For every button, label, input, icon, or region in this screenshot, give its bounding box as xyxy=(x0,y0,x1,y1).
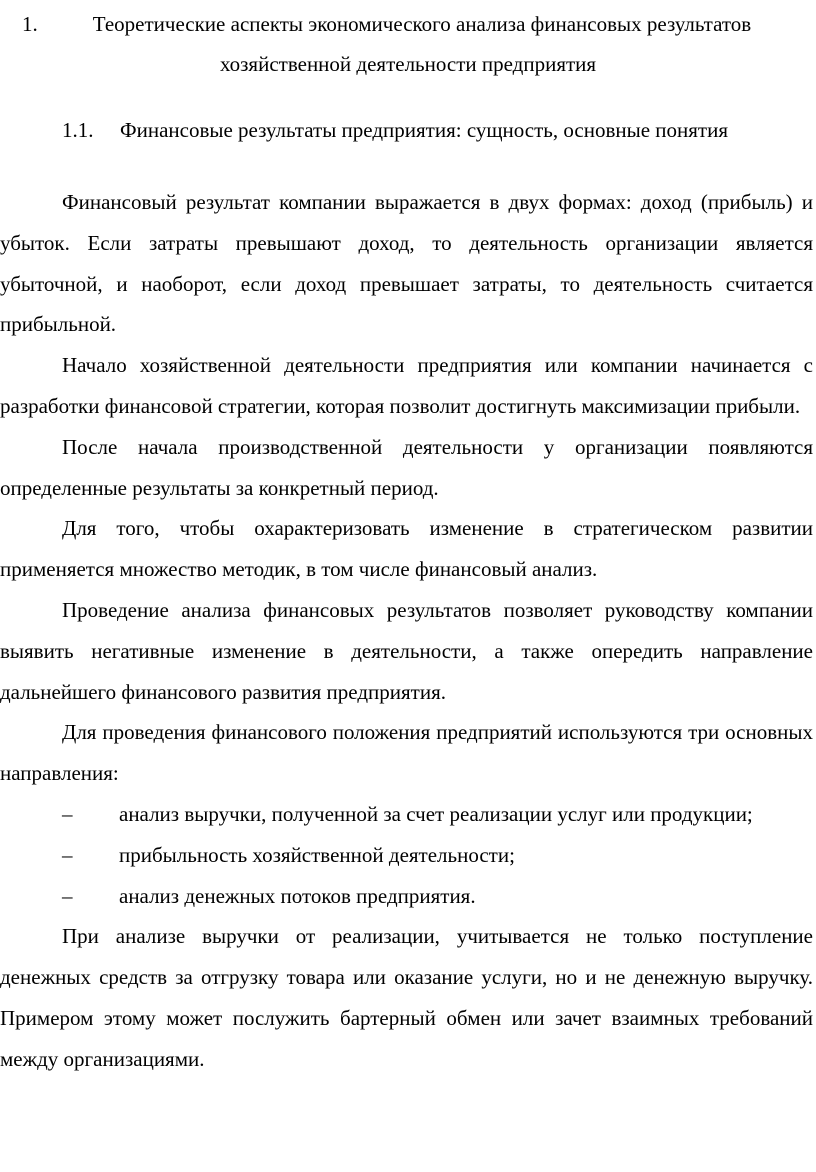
list-dash-marker: – xyxy=(62,883,73,908)
paragraph: Для того, чтобы охарактеризовать изменение в стратегическом развитии применяется множество методик, в том числе финансовый анализ. xyxy=(0,516,813,582)
chapter-number: 1. xyxy=(22,12,38,36)
chapter-title-line-2: хозяйственной деятельности предприятия xyxy=(219,52,597,76)
paragraph: При анализе выручки от реализации, учитывается не только поступление денежных средств за отгрузку товара или оказание услуги, но и не денежную выручку. Примером этому может послужить бартерный обмен или зачет взаимных требований между организациями. xyxy=(0,924,813,1071)
paragraph: Проведение анализа финансовых результатов позволяет руководству компании выявить негативные изменение в деятельности, а также опередить направление дальнейшего финансового развития предприятия. xyxy=(0,597,813,704)
section-number: 1.1. xyxy=(62,118,94,142)
paragraph: После начала производственной деятельности у организации появляются определенные результаты за конкретный период. xyxy=(0,434,813,500)
list-item-text: прибыльность хозяйственной деятельности; xyxy=(119,842,515,867)
paragraph: Финансовый результат компании выражается в двух формах: доход (прибыль) и убыток. Если затраты превышают доход, то деятельность организации является убыточной, и наоборот, если доход превышает затраты, то деятельность считается прибыльной. xyxy=(0,190,813,337)
list-item xyxy=(0,835,813,876)
chapter-heading xyxy=(0,4,816,84)
list-dash-marker: – xyxy=(62,801,73,826)
list-item xyxy=(0,794,813,835)
list-item-text: анализ выручки, полученной за счет реализации услуг или продукции; xyxy=(119,801,753,826)
section-title: Финансовые результаты предприятия: сущность, основные понятия xyxy=(120,118,728,142)
section-heading xyxy=(62,110,816,150)
list-item-text: анализ денежных потоков предприятия. xyxy=(119,883,476,908)
list-dash-marker: – xyxy=(62,842,73,867)
list-item xyxy=(0,876,813,917)
chapter-title-line-1: Теоретические аспекты экономического анализа финансовых результатов xyxy=(92,12,752,36)
body-text xyxy=(0,182,813,1080)
paragraph: Начало хозяйственной деятельности предприятия или компании начинается с разработки финансовой стратегии, которая позволит достигнуть максимизации прибыли. xyxy=(0,353,813,418)
paragraph: Для проведения финансового положения предприятий используются три основных направления: xyxy=(0,720,813,786)
